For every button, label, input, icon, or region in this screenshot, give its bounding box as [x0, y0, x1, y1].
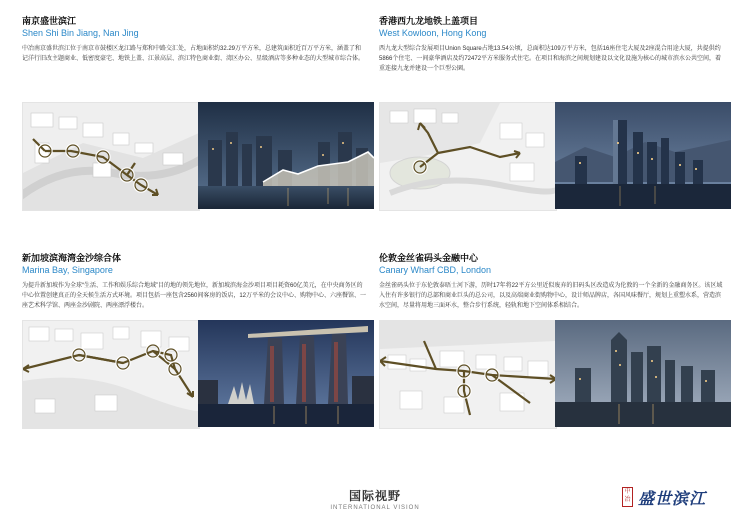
case-title: 新加坡滨海湾金沙综合体: [22, 253, 122, 263]
site-plan-canary-wharf: [379, 320, 557, 429]
case-description: 西九龙大型综合发展项目Union Square占地13.54公顷，总面积达109万平方米，包括16座住宅大厦及2座混合用途大厦，共提供约5866个住宅、一间豪华酒店及约72472平方米服务式住宅。在项目和海滨之间规划建设以文化设施为核心的城市滨水公共空间，着重连接九龙并建设一个巨型公園。: [379, 46, 722, 72]
case-subtitle: West Kowloon, Hong Kong: [379, 28, 487, 38]
render-photo-canary-wharf: [555, 320, 731, 427]
case-subtitle: Marina Bay, Singapore: [22, 265, 113, 275]
case-description: 金丝雀码头位于东伦敦泰晤士河下游，历时17年将22平方公里近似废弃的旧码头区改造成为伦敦的一个全新的金融商务区。该区域入住有许多银行的总部和商业巨头的总公司，以及高端商业街购物中心，设计师品牌店，各国风味餐厅，规划上重塑水系，营造滨水空间，尽量将用地三面环水，整合步行系统，轻轨和地下空间体系相结合。: [379, 283, 723, 309]
case-subtitle: Canary Wharf CBD, London: [379, 265, 492, 275]
section-title-en: INTERNATIONAL VISION: [330, 505, 420, 511]
case-west-kowloon: [379, 16, 734, 74]
case-nanjing: [22, 16, 377, 64]
site-plan-nanjing: [22, 102, 200, 211]
brand-logo: [622, 484, 742, 508]
section-footer: [312, 487, 438, 511]
render-photo-west-kowloon: [555, 102, 731, 209]
case-title: 南京盛世滨江: [22, 16, 77, 26]
case-description: 为提升新加坡作为全球“生活、工作和娱乐综合地域”目的地的领先地位，新加坡滨海金沙项目项目耗资60亿美元，在中央商务区的中心位置创建真正的全天候生活方式环境。项目包括一座包含2560间客房的饭店，12万平米的会议中心、购物中心、六座餐馆、一座艺术科学馆、两座金沙剧院、两座漂浮楼台。: [22, 283, 367, 309]
brand-name: 盛世滨江: [638, 489, 707, 508]
case-title: 伦敦金丝雀码头金融中心: [379, 253, 479, 263]
case-canary-wharf: [379, 253, 734, 311]
section-title: 国际视野: [348, 489, 401, 503]
render-photo-nanjing: [198, 102, 374, 209]
case-description: 中冶南京盛世滨江位于南京市鼓楼区龙江路与郑和中路交汇处，占地面积约32.29万平方米，总建筑面积近百万平方米，涵盖了和记洋行旧改主题商业、低密度豪宅、地铁上盖、江景高层、滨江特色商业街、湾区办公、星级酒店等多种业态的大型城市综合体。: [22, 46, 365, 62]
case-title: 香港西九龙地铁上盖项目: [379, 16, 479, 26]
render-photo-marina-bay: [198, 320, 374, 427]
brand-seal: 中冶: [622, 487, 633, 507]
site-plan-west-kowloon: [379, 102, 557, 211]
case-subtitle: Shen Shi Bin Jiang, Nan Jing: [22, 28, 139, 38]
site-plan-marina-bay: [22, 320, 200, 429]
case-marina-bay: [22, 253, 377, 311]
